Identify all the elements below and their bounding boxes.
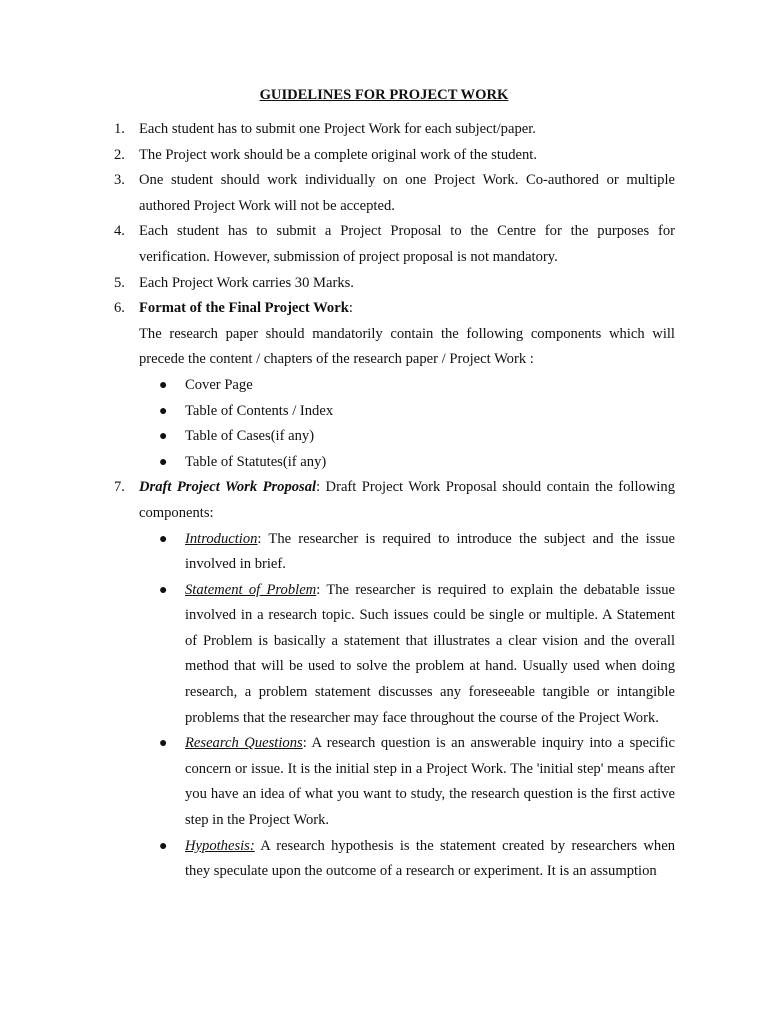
heading-suffix: : Draft Project Work Proposal should contain the following components: xyxy=(139,479,675,521)
bullet-icon: ● xyxy=(159,531,168,547)
bullet-term: Introduction xyxy=(185,530,258,547)
guidelines-list xyxy=(114,117,676,885)
item-number: 5. xyxy=(114,274,125,291)
item-number: 3. xyxy=(114,172,125,189)
bullet-text: A research hypothesis is the statement created by researchers when they speculate upon the outcome of a research or experiment. It is an assumption xyxy=(185,837,675,880)
bullet-icon: ● xyxy=(159,454,168,470)
list-item xyxy=(114,117,675,143)
item-number: 6. xyxy=(114,300,125,317)
list-item xyxy=(114,219,675,270)
item-text: Each Project Work carries 30 Marks. xyxy=(139,274,354,291)
bullet-text: : The researcher is required to explain the debatable issue involved in a research topic. Such issues could be single or multiple. A Statement of Problem is basically a statement that illustrates a clear vision and the overall method that will be used to solve the problem at hand. Usually used when doing research, a problem statement discusses any foreseeable tangible or intangible problems that the researcher may face throughout the course of the Project Work. xyxy=(185,581,675,726)
bullet-text: Table of Cases(if any) xyxy=(185,428,315,445)
item-text: Each student has to submit a Project Proposal to the Centre for the purposes for verification. However, submission of project proposal is not mandatory. xyxy=(139,223,675,265)
item-text: The Project work should be a complete original work of the student. xyxy=(139,146,537,163)
list-item xyxy=(114,143,675,169)
heading-suffix: : xyxy=(348,300,353,317)
bullet-term: Hypothesis: xyxy=(185,837,255,854)
list-item xyxy=(114,168,675,219)
bullet-icon: ● xyxy=(159,429,168,445)
bullet-item xyxy=(139,834,675,885)
bullet-text: Table of Contents / Index xyxy=(185,402,334,419)
page-title: GUIDELINES FOR PROJECT WORK xyxy=(259,87,509,103)
bullet-icon: ● xyxy=(159,582,168,598)
item-number: 7. xyxy=(114,479,125,496)
bullet-item xyxy=(139,731,675,833)
bullet-text: Cover Page xyxy=(185,376,253,393)
bullet-item xyxy=(139,578,675,732)
proposal-components-list xyxy=(139,527,675,885)
bullet-item xyxy=(139,424,675,450)
item-number: 1. xyxy=(114,121,125,137)
section-heading: Format of the Final Project Work xyxy=(139,300,349,317)
bullet-item xyxy=(139,373,675,399)
item-number: 4. xyxy=(114,223,125,240)
bullet-icon: ● xyxy=(159,403,168,419)
item-text: The research paper should mandatorily contain the following components which will precede the content / chapters of the research paper / Project Work : xyxy=(139,325,675,368)
bullet-term: Research Questions xyxy=(185,735,303,752)
bullet-icon: ● xyxy=(159,736,168,752)
bullet-text: : A research question is an answerable inquiry into a specific concern or issue. It is the initial step in a Project Work. The 'initial step' means after you have an idea of what you want to study, the research question is the first active step in the Project Work. xyxy=(185,735,676,829)
bullet-icon: ● xyxy=(159,838,168,854)
bullet-icon: ● xyxy=(159,377,168,393)
bullet-text: Table of Statutes(if any) xyxy=(185,453,327,470)
item-number: 2. xyxy=(114,146,125,163)
item-text: One student should work individually on one Project Work. Co-authored or multiple authored Project Work will not be accepted. xyxy=(139,172,675,214)
list-item-draft-proposal xyxy=(114,475,676,885)
bullet-item xyxy=(139,527,675,578)
bullet-term: Statement of Problem xyxy=(185,581,317,598)
item-text: Each student has to submit one Project Work for each subject/paper. xyxy=(139,121,536,137)
list-item xyxy=(114,271,675,297)
section-heading: Draft Project Work Proposal xyxy=(139,479,317,496)
bullet-item xyxy=(139,399,675,425)
bullet-item xyxy=(139,450,675,476)
list-item-format xyxy=(114,296,675,475)
bullet-text: : The researcher is required to introduce the subject and the issue involved in brief. xyxy=(185,530,675,573)
components-list xyxy=(139,373,675,475)
